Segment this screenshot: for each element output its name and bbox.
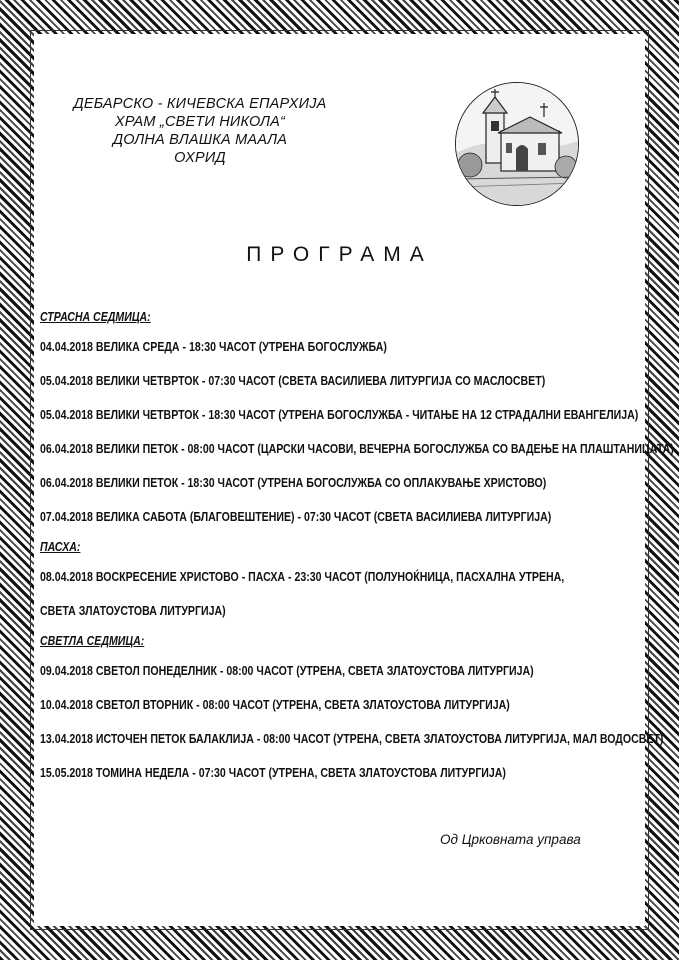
section-heading-holy-week: СТРАСНА СЕДМИЦА: xyxy=(40,310,151,324)
header-line-church: ХРАМ „СВЕТИ НИКОЛА“ xyxy=(114,114,286,130)
signature: Од Црковната управа xyxy=(440,832,581,847)
schedule-item: 07.04.2018 ВЕЛИКА САБОТА (БЛАГОВЕШТЕНИЕ) - 07:30 ЧАСОТ (СВЕТА ВАСИЛИЕВА ЛИТУРГИЈА) xyxy=(40,510,552,524)
schedule-item: 15.05.2018 ТОМИНА НЕДЕЛА - 07:30 ЧАСОТ (УТРЕНА, СВЕТА ЗЛАТОУСТОВА ЛИТУРГИЈА) xyxy=(40,766,506,780)
schedule-item: 09.04.2018 СВЕТОЛ ПОНЕДЕЛНИК - 08:00 ЧАСОТ (УТРЕНА, СВЕТА ЗЛАТОУСТОВА ЛИТУРГИЈА) xyxy=(40,664,534,678)
section-heading-easter: ПАСХА: xyxy=(40,540,81,554)
schedule-item: 05.04.2018 ВЕЛИКИ ЧЕТВРТОК - 07:30 ЧАСОТ (СВЕТА ВАСИЛИЕВА ЛИТУРГИЈА СО МАСЛОСВЕТ) xyxy=(40,374,546,388)
schedule-item: 08.04.2018 ВОСКРЕСЕНИЕ ХРИСТОВО - ПАСХА - 23:30 ЧАСОТ (ПОЛУНОЌНИЦА, ПАСХАЛНА УТРЕНА, xyxy=(40,570,565,584)
schedule-item: 04.04.2018 ВЕЛИКА СРЕДА - 18:30 ЧАСОТ (УТРЕНА БОГОСЛУЖБА) xyxy=(40,340,387,354)
schedule-item: 06.04.2018 ВЕЛИКИ ПЕТОК - 08:00 ЧАСОТ (ЦАРСКИ ЧАСОВИ, ВЕЧЕРНА БОГОСЛУЖБА СО ВАДЕЊЕ НА ПЛАШТАНИЦАТА) xyxy=(40,442,674,456)
page-title: ПРОГРАМА xyxy=(246,243,433,266)
schedule-item-continuation: СВЕТА ЗЛАТОУСТОВА ЛИТУРГИЈА) xyxy=(40,604,226,618)
schedule-item: 13.04.2018 ИСТОЧЕН ПЕТОК БАЛАКЛИЈА - 08:00 ЧАСОТ (УТРЕНА, СВЕТА ЗЛАТОУСТОВА ЛИТУРГИЈА, МАЛ ВОДОСВЕТ) xyxy=(40,732,664,746)
schedule-item: 10.04.2018 СВЕТОЛ ВТОРНИК - 08:00 ЧАСОТ (УТРЕНА, СВЕТА ЗЛАТОУСТОВА ЛИТУРГИЈА) xyxy=(40,698,510,712)
header-line-diocese: ДЕБАРСКО - КИЧЕВСКА ЕПАРХИЈА xyxy=(73,96,327,112)
section-heading-bright-week: СВЕТЛА СЕДМИЦА: xyxy=(40,634,145,648)
header-line-neighborhood: ДОЛНА ВЛАШКА МААЛА xyxy=(112,132,288,148)
header-line-city: ОХРИД xyxy=(174,150,226,166)
church-emblem xyxy=(455,82,579,206)
schedule-item: 05.04.2018 ВЕЛИКИ ЧЕТВРТОК - 18:30 ЧАСОТ (УТРЕНА БОГОСЛУЖБА - ЧИТАЊЕ НА 12 СТРАДАЛНИ ЕВАНГЕЛИЈА) xyxy=(40,408,639,422)
church-drawing-icon xyxy=(456,83,578,205)
diocese-header xyxy=(60,95,340,167)
schedule xyxy=(40,304,674,790)
schedule-item: 06.04.2018 ВЕЛИКИ ПЕТОК - 18:30 ЧАСОТ (УТРЕНА БОГОСЛУЖБА СО ОПЛАКУВАЊЕ ХРИСТОВО) xyxy=(40,476,547,490)
